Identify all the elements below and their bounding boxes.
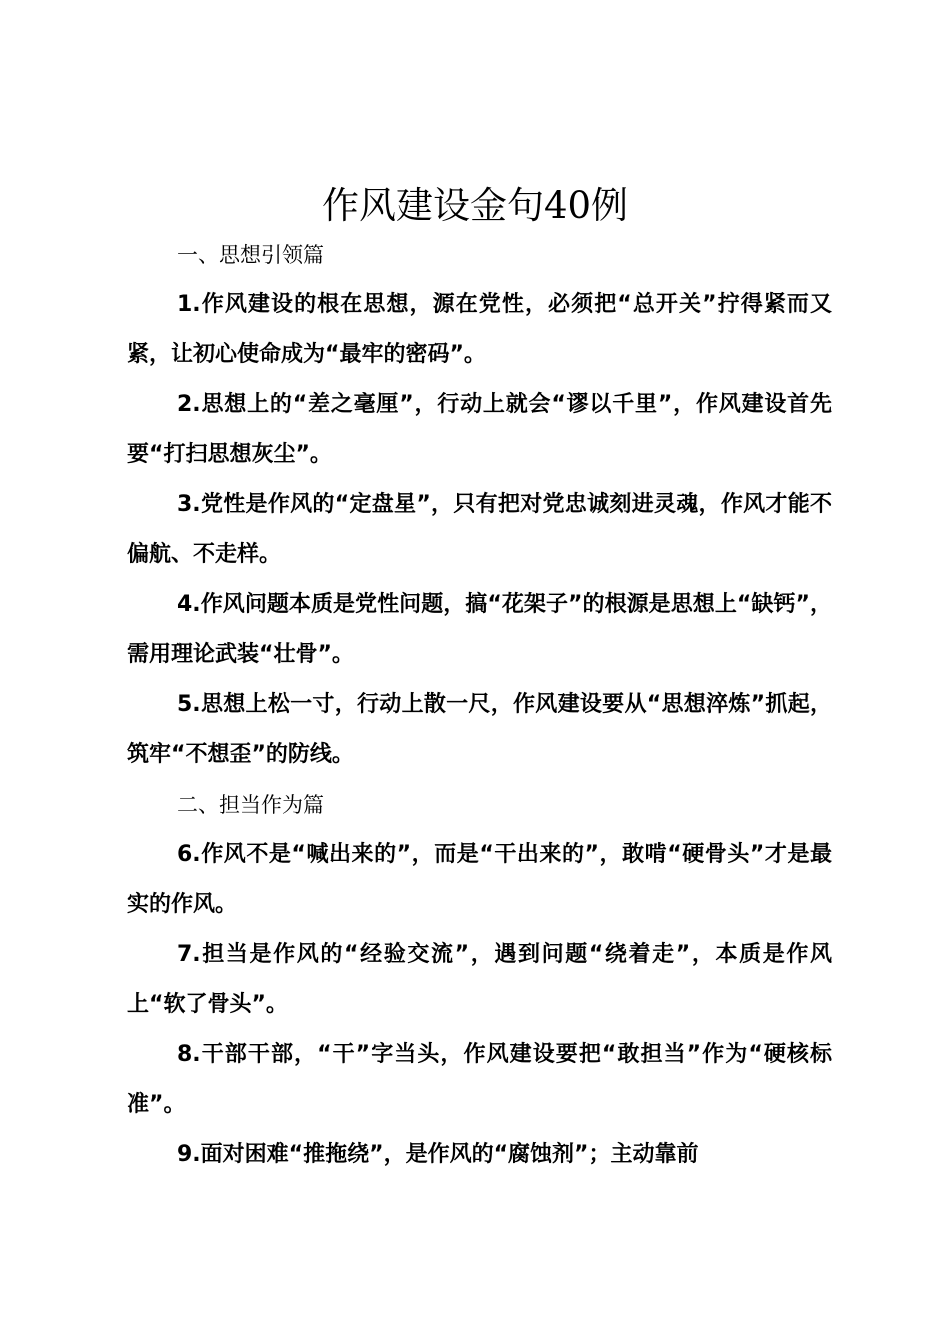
document-body: [127, 230, 832, 1180]
list-item: 4.作风问题本质是党性问题，搞“花架子”的根源是思想上“缺钙”，需用理论武装“壮骨”。: [127, 592, 832, 667]
list-item: 9.面对困难“推拖绕”，是作风的“腐蚀剂”；主动靠前: [177, 1142, 699, 1167]
section-heading: 二、担当作为篇: [177, 793, 324, 817]
list-item: 7.担当是作风的“经验交流”，遇到问题“绕着走”，本质是作风上“软了骨头”。: [127, 942, 832, 1017]
list-item: 6.作风不是“喊出来的”，而是“干出来的”，敢啃“硬骨头”才是最实的作风。: [127, 842, 832, 917]
list-item: 2.思想上的“差之毫厘”，行动上就会“谬以千里”，作风建设首先要“打扫思想灰尘”。: [127, 392, 832, 467]
list-item: 1.作风建设的根在思想，源在党性，必须把“总开关”拧得紧而又紧，让初心使命成为“最牢的密码”。: [127, 292, 832, 367]
section-heading: 一、思想引领篇: [177, 243, 324, 267]
document-title: 作风建设金句40例: [321, 184, 629, 227]
list-item: 3.党性是作风的“定盘星”，只有把对党忠诚刻进灵魂，作风才能不偏航、不走样。: [127, 492, 832, 567]
list-item: 5.思想上松一寸，行动上散一尺，作风建设要从“思想淬炼”抓起，筑牢“不想歪”的防线。: [127, 692, 832, 767]
list-item: 8.干部干部，“干”字当头，作风建设要把“敢担当”作为“硬核标准”。: [127, 1042, 832, 1117]
